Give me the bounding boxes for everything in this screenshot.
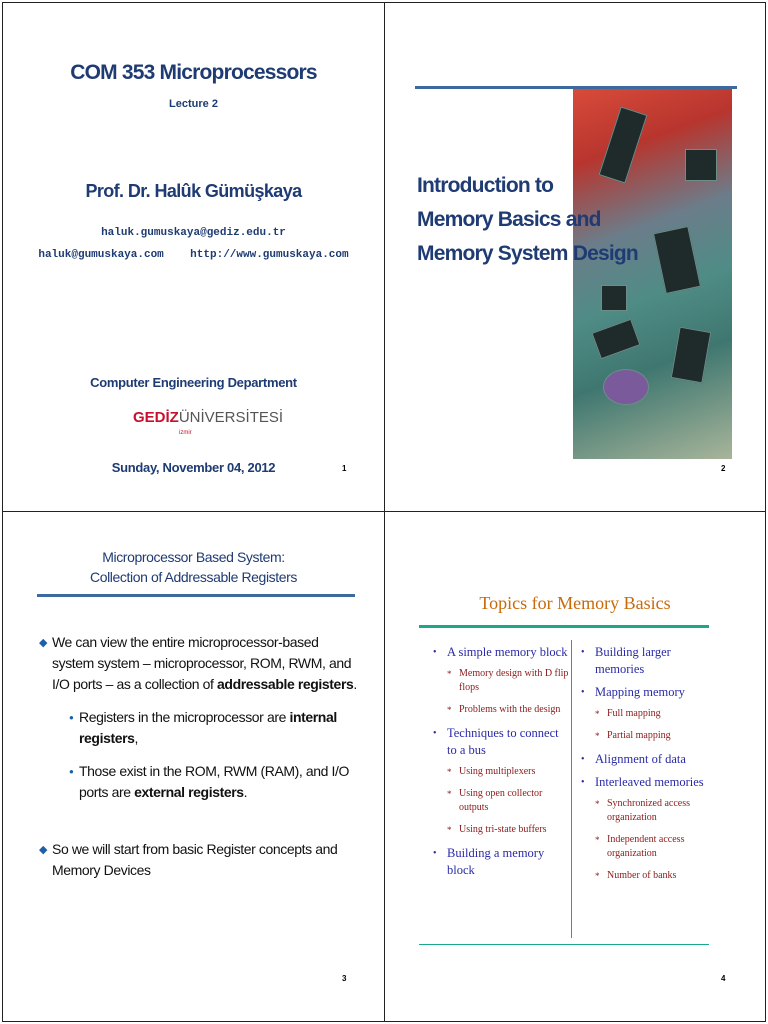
star-bullet-icon: * [595, 799, 600, 809]
star-bullet-icon: * [447, 789, 452, 799]
chip-shape [653, 226, 701, 294]
title-line: Memory Basics and [417, 208, 601, 231]
bullet-icon: • [581, 687, 585, 698]
bullet-end: . [353, 676, 357, 692]
chip-shape [601, 285, 627, 311]
star-bullet-icon: * [447, 705, 452, 715]
diamond-bullet-icon: ◆ [39, 637, 48, 649]
email-gediz: haluk.gumuskaya@gediz.edu.tr [101, 227, 286, 239]
title-line: Microprocessor Based System: [102, 549, 285, 565]
bullet-icon: • [581, 754, 585, 765]
star-bullet-icon: * [595, 709, 600, 719]
bullet-item [39, 839, 359, 881]
subtopic-item [579, 833, 714, 861]
star-bullet-icon: * [595, 731, 600, 741]
sub-bullet-item [39, 707, 359, 749]
subtopic-text: Synchronized access organization [607, 798, 691, 823]
topic-text: Building a memory block [447, 846, 545, 877]
logo-city: izmir [179, 430, 192, 436]
subtopic-item [579, 729, 714, 743]
subtopic-item [431, 667, 571, 695]
chip-shape [685, 149, 717, 181]
subtopic-text: Partial mapping [607, 730, 671, 741]
topic-text: Interleaved memories [595, 775, 704, 789]
lecture-label: Lecture 2 [169, 98, 218, 110]
subtopic-text: Using multiplexers [459, 766, 536, 777]
bullet-bold: addressable registers [217, 676, 354, 692]
topic-item [579, 751, 714, 768]
slide-number: 3 [342, 974, 347, 983]
subtopic-item [431, 823, 571, 837]
bullet-icon: • [433, 728, 437, 739]
topic-text: Building larger memories [595, 645, 671, 676]
sub-bullet-end: , [134, 730, 139, 746]
diamond-bullet-icon: ◆ [39, 844, 48, 856]
bullet-icon: • [581, 777, 585, 788]
subtopic-item [431, 765, 571, 779]
lecture-date: Sunday, November 04, 2012 [111, 460, 276, 475]
topic-item [579, 644, 714, 678]
sub-bullet-bold: external registers [134, 784, 244, 800]
bullet-icon: • [433, 647, 437, 658]
sub-bullet-text: Registers in the microprocessor are [79, 709, 290, 725]
title-rule [419, 625, 709, 628]
topic-text: A simple memory block [447, 645, 568, 659]
topic-item [579, 684, 714, 701]
topic-text: Alignment of data [595, 752, 686, 766]
subtopic-item [579, 869, 714, 883]
subtopic-text: Using tri-state buffers [459, 824, 547, 835]
circuit-board-photo [573, 89, 732, 459]
slide-number: 2 [721, 464, 726, 473]
slide-number: 1 [342, 464, 347, 473]
subtopic-text: Problems with the design [459, 704, 561, 715]
bullet-text: So we will start from basic Register concepts and Memory Devices [52, 841, 338, 878]
professor-name: Prof. Dr. Halûk Gümüşkaya [85, 181, 302, 201]
slide-2 [384, 2, 766, 512]
topic-item [431, 644, 571, 661]
subtopic-text: Independent access organization [607, 834, 685, 859]
slide-number: 4 [721, 974, 726, 983]
title-rule [37, 594, 355, 597]
bullet-icon: • [433, 848, 437, 859]
wafer-shape [603, 369, 649, 405]
title-line: Memory System Design [417, 242, 638, 265]
subtopic-item [431, 703, 571, 717]
right-column [579, 644, 714, 891]
chip-shape [591, 319, 640, 360]
slide-3 [2, 511, 385, 1022]
subtopic-item [579, 707, 714, 721]
subtopic-text: Full mapping [607, 708, 661, 719]
dot-bullet-icon: ● [69, 713, 74, 722]
subtopic-item [579, 797, 714, 825]
bullet-item [39, 632, 359, 695]
sub-bullet-text: Those exist in the ROM, RWM (RAM), and I/O ports are [79, 763, 350, 800]
topic-text: Mapping memory [595, 685, 685, 699]
bullet-icon: • [581, 647, 585, 658]
star-bullet-icon: * [447, 825, 452, 835]
slide-4 [384, 511, 766, 1022]
topic-item [431, 725, 571, 759]
subtopic-text: Using open collector outputs [459, 788, 543, 813]
bullet-text: We can view the entire microprocessor-based system system – microprocessor, ROM, RWM, and I/O ports – as a collection of [52, 634, 352, 692]
subtopic-text: Memory design with D flip flops [459, 668, 569, 693]
sub-bullet-item [39, 761, 359, 803]
left-column [431, 644, 571, 885]
slide-1 [2, 2, 385, 512]
sub-bullet-bold: internal registers [79, 709, 337, 746]
column-divider [571, 640, 572, 938]
topic-item [579, 774, 714, 791]
title-line: Collection of Addressable Registers [89, 569, 297, 585]
slide-title [417, 169, 638, 271]
slide-body [39, 632, 359, 893]
department-name: Computer Engineering Department [90, 375, 297, 390]
email-and-website: haluk@gumuskaya.com http://www.gumuskaya.com [38, 249, 349, 261]
bottom-rule [419, 944, 709, 945]
sub-bullet-end: . [243, 784, 248, 800]
star-bullet-icon: * [595, 871, 600, 881]
star-bullet-icon: * [447, 669, 452, 679]
slide-title [3, 547, 384, 587]
subtopic-item [431, 787, 571, 815]
topic-item [431, 845, 571, 879]
course-title: COM 353 Microprocessors [70, 61, 317, 84]
star-bullet-icon: * [595, 835, 600, 845]
university-logo [133, 409, 283, 426]
star-bullet-icon: * [447, 767, 452, 777]
slide-title: Topics for Memory Basics [479, 593, 671, 613]
logo-text-grey: ÜNİVERSİTESİ [178, 409, 284, 426]
topic-text: Techniques to connect to a bus [447, 726, 559, 757]
chip-shape [671, 327, 712, 384]
title-line: Introduction to [417, 174, 554, 197]
logo-text-red: GEDİZ [133, 409, 179, 426]
subtopic-text: Number of banks [607, 870, 677, 881]
dot-bullet-icon: ● [69, 767, 74, 776]
